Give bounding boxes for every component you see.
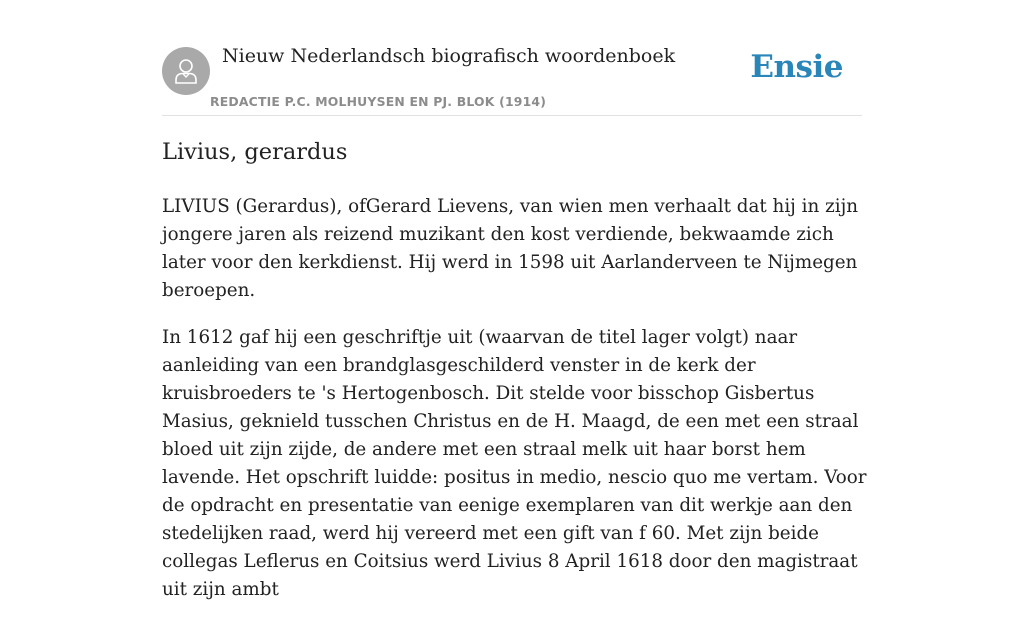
avatar[interactable]: [162, 47, 210, 95]
entry-paragraph: LIVIUS (Gerardus), ofGerard Lievens, van wien men verhaalt dat hij in zijn jongere jaren als reizend muzikant den kost verdiende, bekwaamde zich later voor den kerkdienst. Hij werd in 1598 uit Aarlanderveen te Nijmegen beroepen.: [162, 196, 859, 301]
entry-paragraph: In 1612 gaf hij een geschriftje uit (waarvan de titel lager volgt) naar aanleiding van een brandglasgeschilderd venster in de kerk der kruisbroeders te 's Hertogenbosch. Dit stelde voor bisschop Gisbertus Masius, geknield tusschen Christus en de H. Maagd, de een met een straal bloed uit zijn zijde, de andere met een straal melk uit haar borst hem lavende. Het opschrift luidde: positus in medio, nescio quo me vertam. Voor de opdracht en presentatie van eenige exemplaren van dit werkje aan den stedelijken raad, werd hij vereerd met een gift van f 60. Met zijn beide collegas Leflerus en Coitsius werd Livius 8 April 1618 door den magistraat uit zijn ambt: [162, 327, 867, 600]
user-icon: [173, 57, 199, 85]
source-header: [162, 0, 862, 116]
entry-card: [162, 0, 867, 600]
entry-title: Livius, gerardus: [162, 139, 348, 165]
source-title[interactable]: Nieuw Nederlandsch biografisch woordenboek: [222, 45, 676, 67]
entry-body: [162, 193, 874, 623]
source-editor: REDACTIE P.C. MOLHUYSEN EN PJ. BLOK (1914): [210, 94, 547, 109]
ensie-logo[interactable]: Ensie: [750, 49, 843, 85]
